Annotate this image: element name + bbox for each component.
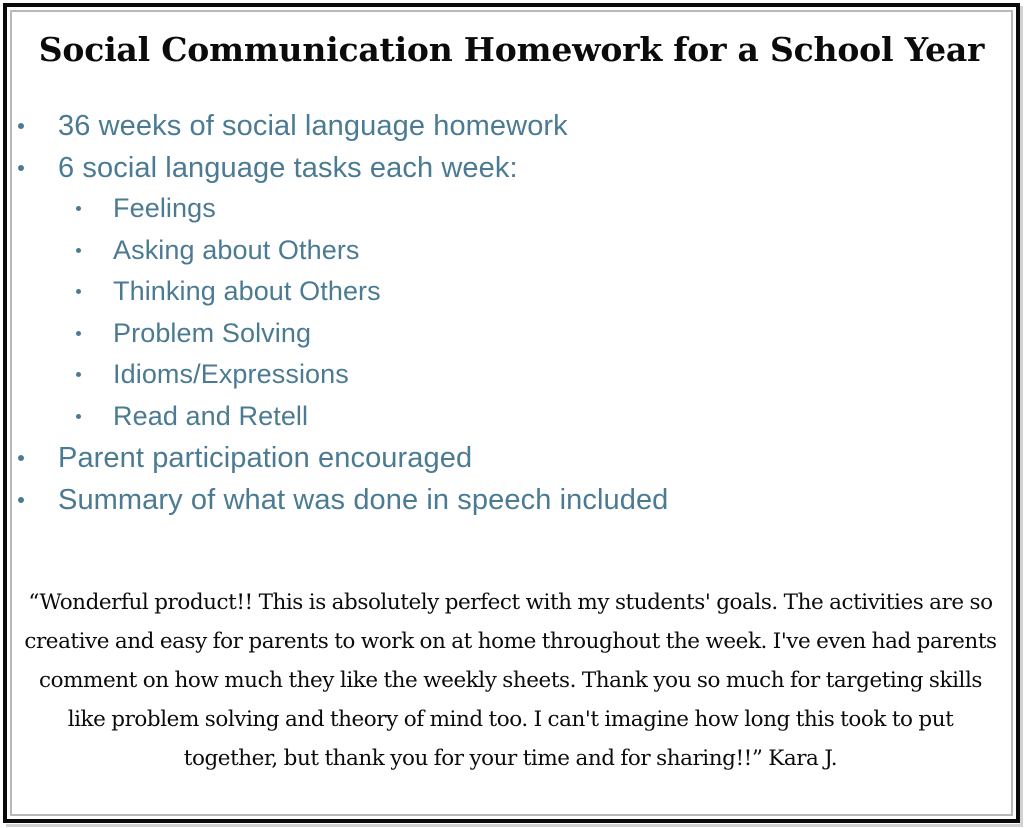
- bullet-dot-icon: [18, 123, 24, 129]
- bullet-dot-icon: [76, 289, 81, 294]
- bullet-dot-icon: [76, 372, 81, 377]
- bullet-list: [16, 110, 1007, 525]
- bullet-label: Read and Retell: [113, 400, 309, 431]
- bullet-item-problem-solving: [16, 318, 1007, 360]
- bullet-item-idioms-expressions: [16, 359, 1007, 401]
- bullet-label: Summary of what was done in speech included: [58, 483, 669, 516]
- bullet-dot-icon: [18, 497, 24, 503]
- bullet-label: 36 weeks of social language homework: [58, 110, 568, 142]
- page-title: Social Communication Homework for a School Year: [38, 30, 985, 69]
- bullet-dot-icon: [76, 331, 81, 336]
- testimonial-quote: “Wonderful product!! This is absolutely perfect with my students' goals. The activities are so creative and easy for parents to work on at home throughout the week. I've even had parents comment on how much they like the weekly sheets. Thank you so much for targeting skills like problem solving and theory of mind too. I can't imagine how long this took to put together, but thank you for your time and for sharing!!” Kara J.: [24, 590, 997, 771]
- bullet-item-thinking-about-others: [16, 276, 1007, 318]
- bullet-label: Parent participation encouraged: [58, 442, 473, 474]
- bullet-label: Asking about Others: [113, 234, 360, 265]
- bullet-label: Thinking about Others: [113, 276, 381, 306]
- bullet-item-feelings: [16, 193, 1007, 235]
- bullet-item-weeks: [16, 110, 1007, 152]
- bullet-dot-icon: [76, 414, 81, 419]
- bullet-item-asking-about-others: [16, 235, 1007, 277]
- bullet-item-parent-participation: [16, 442, 1007, 484]
- bullet-dot-icon: [18, 165, 24, 171]
- bullet-label: Problem Solving: [113, 317, 312, 348]
- bullet-label: Idioms/Expressions: [113, 359, 349, 389]
- bullet-dot-icon: [18, 455, 24, 461]
- bullet-dot-icon: [76, 206, 81, 211]
- bullet-item-tasks-heading: [16, 152, 1007, 194]
- bullet-label: Feelings: [113, 193, 216, 223]
- slide-content: [16, 14, 1007, 810]
- bullet-item-read-and-retell: [16, 401, 1007, 443]
- bullet-item-summary: [16, 484, 1007, 526]
- bullet-label: 6 social language tasks each week:: [58, 151, 518, 184]
- bullet-dot-icon: [76, 248, 81, 253]
